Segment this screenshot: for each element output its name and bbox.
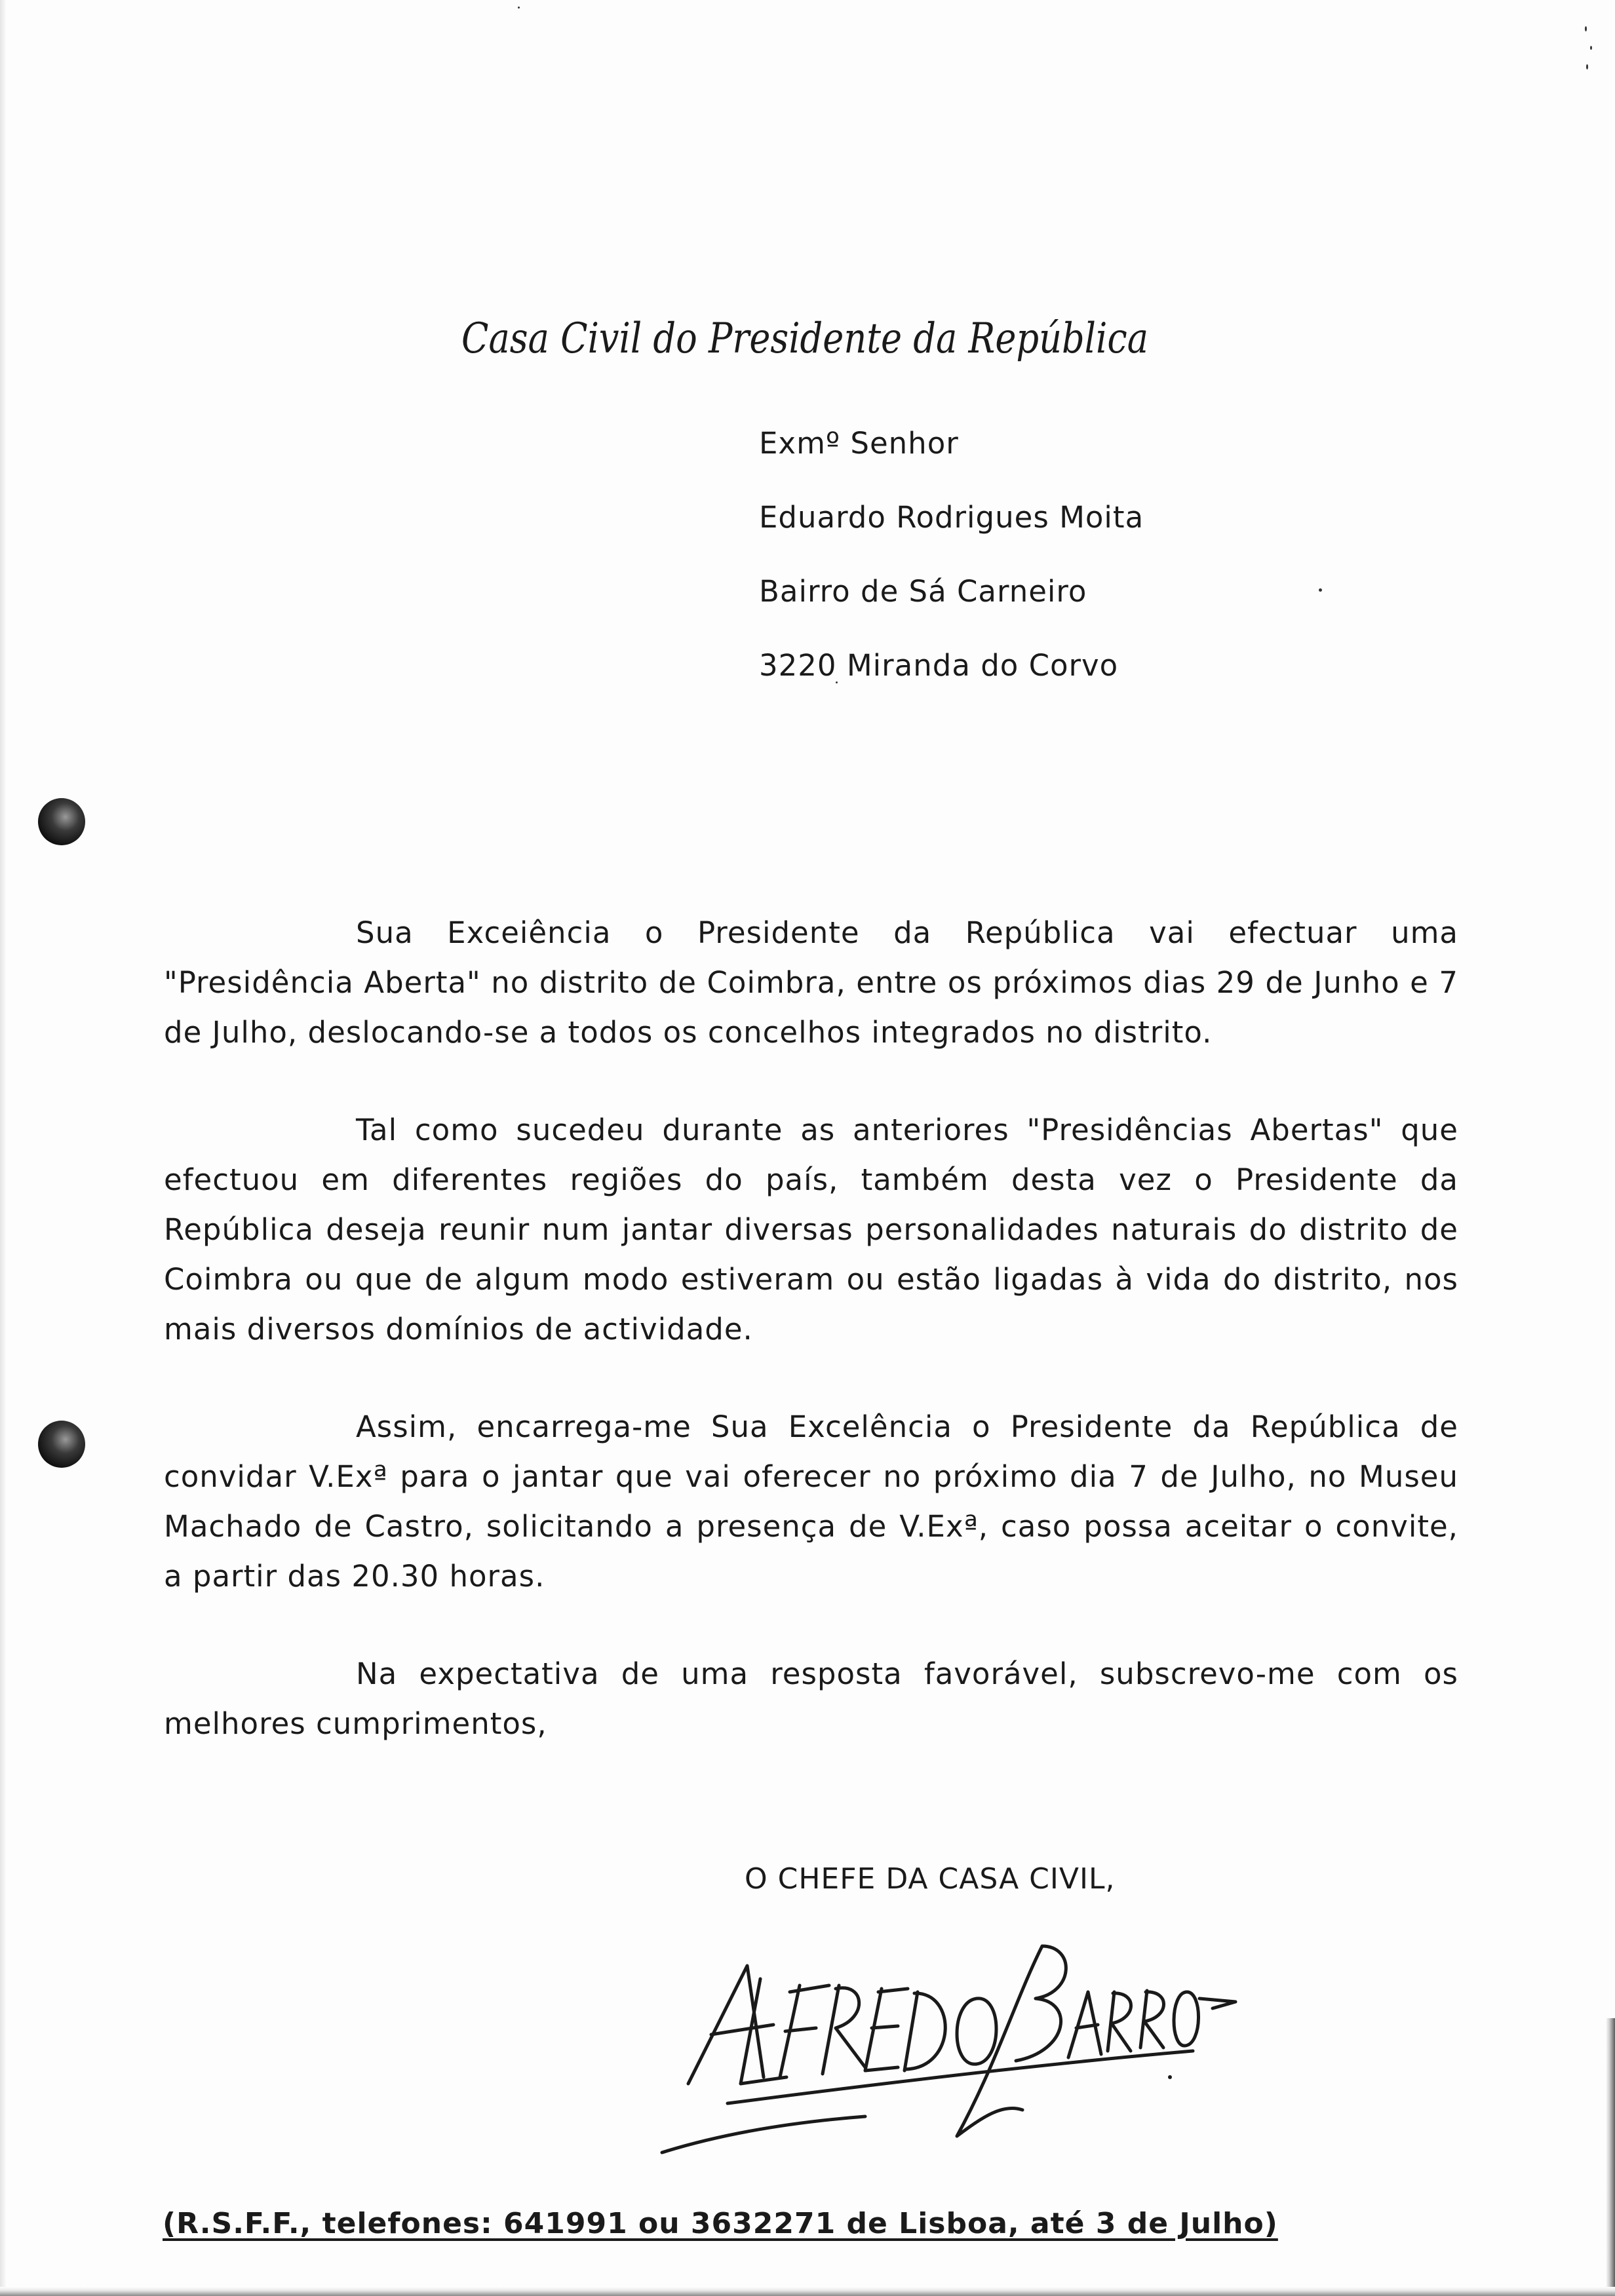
handwritten-signature	[649, 1920, 1239, 2156]
scan-edge-left	[0, 0, 7, 2296]
scan-speck	[1585, 26, 1587, 31]
punch-hole-top	[38, 798, 85, 845]
letter-body	[164, 908, 1458, 1797]
body-paragraph-2: Tal como sucedeu durante as anteriores "Presidências Abertas" que efectuou em diferentes regiões do país, também desta vez o Presidente da República deseja reunir num jantar diversas personalidades naturais do distrito de Coimbra ou que de algum modo estiveram ou estão ligadas à vida do distrito, nos mais diversos domínios de actividade.	[164, 1113, 1458, 1347]
recipient-street: Bairro de Sá Carneiro	[759, 574, 1087, 609]
recipient-name: Eduardo Rodrigues Moita	[759, 500, 1144, 535]
scan-speck	[1586, 64, 1588, 69]
letterhead-text: Casa Civil do Presidente da República	[461, 315, 1148, 363]
scan-edge-right	[1606, 2018, 1615, 2296]
letterhead	[459, 301, 1154, 373]
scan-speck	[1319, 588, 1322, 592]
punch-hole-bottom	[38, 1421, 85, 1468]
recipient-address	[759, 406, 1144, 702]
signature-drawing	[649, 1920, 1239, 2156]
body-paragraph-3: Assim, encarrega-me Sua Excelência o Presidente da República de convidar V.Exª para o jantar que vai oferecer no próximo dia 7 de Julho, no Museu Machado de Castro, solicitando a presença de V.Exª, caso possa aceitar o convite, a partir das 20.30 horas.	[164, 1409, 1458, 1594]
body-paragraph-1: Sua Exceiência o Presidente da República vai efectuar uma "Presidência Aberta" no distrito de Coimbra, entre os próximos dias 29 de Junho e 7 de Julho, deslocando-se a todos os concelhos integrados no distrito.	[164, 915, 1458, 1050]
body-paragraph-4: Na expectativa de uma resposta favorável, subscrevo-me com os melhores cumprimentos,	[164, 1656, 1458, 1741]
recipient-city: 3220 Miranda do Corvo	[759, 648, 1119, 683]
scan-speck	[1590, 46, 1592, 50]
scan-speck	[518, 7, 520, 9]
closing-title: O CHEFE DA CASA CIVIL,	[745, 1862, 1116, 1896]
letterhead-script	[459, 301, 1154, 373]
footer-note: (R.S.F.F., telefones: 641991 ou 3632271 de Lisboa, até 3 de Julho)	[163, 2207, 1278, 2240]
recipient-salutation: Exmº Senhor	[759, 426, 959, 461]
scan-edge-bottom	[0, 2287, 1615, 2296]
